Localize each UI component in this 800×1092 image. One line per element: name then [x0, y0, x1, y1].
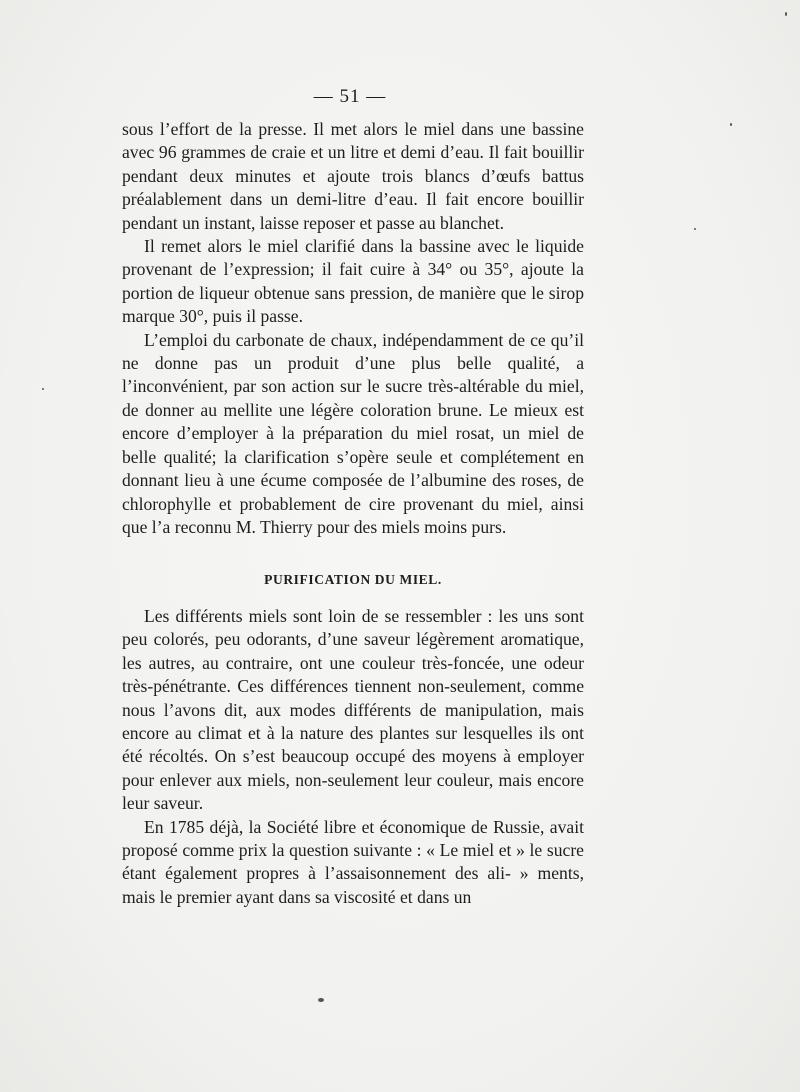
section-heading: PURIFICATION DU MIEL.: [264, 572, 442, 587]
paragraph-1: sous l’effort de la presse. Il met alors le miel dans une bassine avec 96 grammes de craie et un litre et demi d’eau. Il fait bouillir pendant deux minutes et ajoute trois blancs d’œufs battus préalablement dans un demi-litre d’eau. Il fait encore bouillir pendant un instant, laisse reposer et passe au blanchet.: [122, 119, 584, 233]
paragraph-3: L’emploi du carbonate de chaux, indépendamment de ce qu’il ne donne pas un produit d’une plus belle qualité, a l’inconvénient, par son action sur le sucre très-altérable du miel, de donner au mellite une légère coloration brune. Le mieux est encore d’employer à la préparation du miel rosat, un miel de belle qualité; la clarification s’opère seule et complétement en donnant lieu à une écume composée de l’albumine des roses, de chlorophylle et probablement de cire provenant du miel, ainsi que l’a reconnu M. Thierry pour des miels moins purs.: [122, 329, 584, 537]
paragraph-2: Il remet alors le miel clarifié dans la bassine avec le liquide provenant de l’expression; il fait cuire à 34° ou 35°, ajoute la portion de liqueur obtenue sans pression, de manière que le sirop marque 30°, puis il passe.: [122, 236, 584, 327]
section-two-text: [122, 605, 584, 909]
ink-speck: [730, 123, 732, 126]
ink-speck: [42, 388, 44, 390]
paragraph-4: Les différents miels sont loin de se ressembler : les uns sont peu colorés, peu odorants, d’une saveur légèrement aromatique, les autres, au contraire, ont une couleur très-foncée, une odeur très-pénétrante. Ces différences tiennent non-seulement, comme nous l’avons dit, aux modes différents de manipulation, mais encore au climat et à la nature des plantes sur lesquelles ils ont été récoltés. On s’est beaucoup occupé des moyens à employer pour enlever aux miels, non-seulement leur couleur, mais encore leur saveur.: [122, 606, 584, 814]
ink-speck: [318, 998, 324, 1002]
page-number: — 51 —: [313, 86, 387, 107]
paragraph-5: En 1785 déjà, la Société libre et économique de Russie, avait proposé comme prix la question suivante : « Le miel et » le sucre étant également propres à l’assaisonnement des ali- » ments, mais le premier ayant dans sa viscosité et dans un: [122, 816, 584, 907]
section-one-text: [122, 118, 584, 539]
ink-speck: [785, 12, 787, 16]
ink-speck: [694, 228, 696, 230]
